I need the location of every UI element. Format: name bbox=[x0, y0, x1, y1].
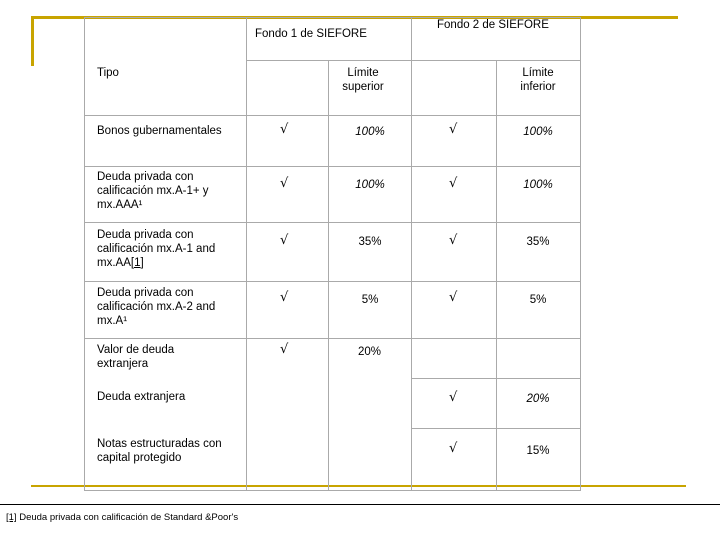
fondo2-value: 100% bbox=[523, 126, 553, 138]
row-divider bbox=[411, 378, 580, 379]
fondo2-header: Fondo 2 de SIEFORE bbox=[437, 19, 549, 31]
fondo1-limite-superior-header: Límite superior bbox=[342, 67, 384, 93]
tipo-header: Tipo bbox=[97, 67, 119, 79]
row-divider bbox=[85, 222, 580, 223]
fondo1-value: 20% bbox=[358, 346, 382, 358]
fondo1-value: 35% bbox=[358, 236, 382, 248]
fondo2-value: 15% bbox=[526, 445, 550, 457]
table-row-tipo: Deuda extranjera bbox=[97, 391, 186, 403]
fondo1-header: Fondo 1 de SIEFORE bbox=[255, 28, 367, 40]
check-icon: √ bbox=[280, 290, 289, 305]
check-icon: √ bbox=[449, 233, 458, 248]
row-divider bbox=[85, 281, 580, 282]
fondo2-value: 35% bbox=[526, 236, 550, 248]
check-icon: √ bbox=[280, 233, 289, 248]
footnote-text: Deuda privada con calificación de Standard &Poor's bbox=[16, 512, 239, 523]
row-divider bbox=[411, 428, 580, 429]
footnote-ref-link[interactable]: [1] bbox=[130, 257, 144, 269]
row-divider bbox=[85, 338, 580, 339]
col-divider bbox=[246, 18, 247, 490]
check-icon: √ bbox=[280, 122, 289, 137]
fondo1-value: 5% bbox=[361, 294, 379, 306]
check-icon: √ bbox=[280, 342, 289, 357]
table-row-tipo: Notas estructuradas con capital protegido bbox=[97, 438, 222, 464]
col-divider bbox=[328, 60, 329, 490]
footnote bbox=[6, 512, 238, 523]
col-divider bbox=[496, 60, 497, 490]
row-divider bbox=[246, 60, 580, 61]
check-icon: √ bbox=[449, 390, 458, 405]
fondo2-value: 20% bbox=[526, 393, 550, 405]
table-row-tipo: Deuda privada con calificación mx.A-2 and mx.A¹ bbox=[97, 287, 216, 327]
fondo2-limite-inferior-header: Límite inferior bbox=[520, 67, 556, 93]
check-icon: √ bbox=[449, 290, 458, 305]
check-icon: √ bbox=[449, 441, 458, 456]
table-row-tipo: Bonos gubernamentales bbox=[97, 125, 222, 137]
fondo1-value: 100% bbox=[355, 126, 385, 138]
row-divider bbox=[85, 166, 580, 167]
check-icon: √ bbox=[280, 176, 289, 191]
check-icon: √ bbox=[449, 122, 458, 137]
footnote-ref-link[interactable]: [1] bbox=[6, 512, 17, 523]
fondo2-value: 5% bbox=[529, 294, 547, 306]
decorative-left-bar bbox=[31, 16, 34, 66]
footnote-divider bbox=[0, 504, 720, 505]
fondo1-value: 100% bbox=[355, 179, 385, 191]
table-row-tipo: Deuda privada con calificación mx.A-1 and mx.AA[1] bbox=[97, 229, 216, 269]
table-row-tipo: Deuda privada con calificación mx.A-1+ y mx.AAA¹ bbox=[97, 171, 209, 211]
check-icon: √ bbox=[449, 176, 458, 191]
col-divider bbox=[411, 18, 412, 490]
fondo2-value: 100% bbox=[523, 179, 553, 191]
row-divider bbox=[85, 115, 580, 116]
table-row-tipo: Valor de deuda extranjera bbox=[97, 344, 175, 370]
